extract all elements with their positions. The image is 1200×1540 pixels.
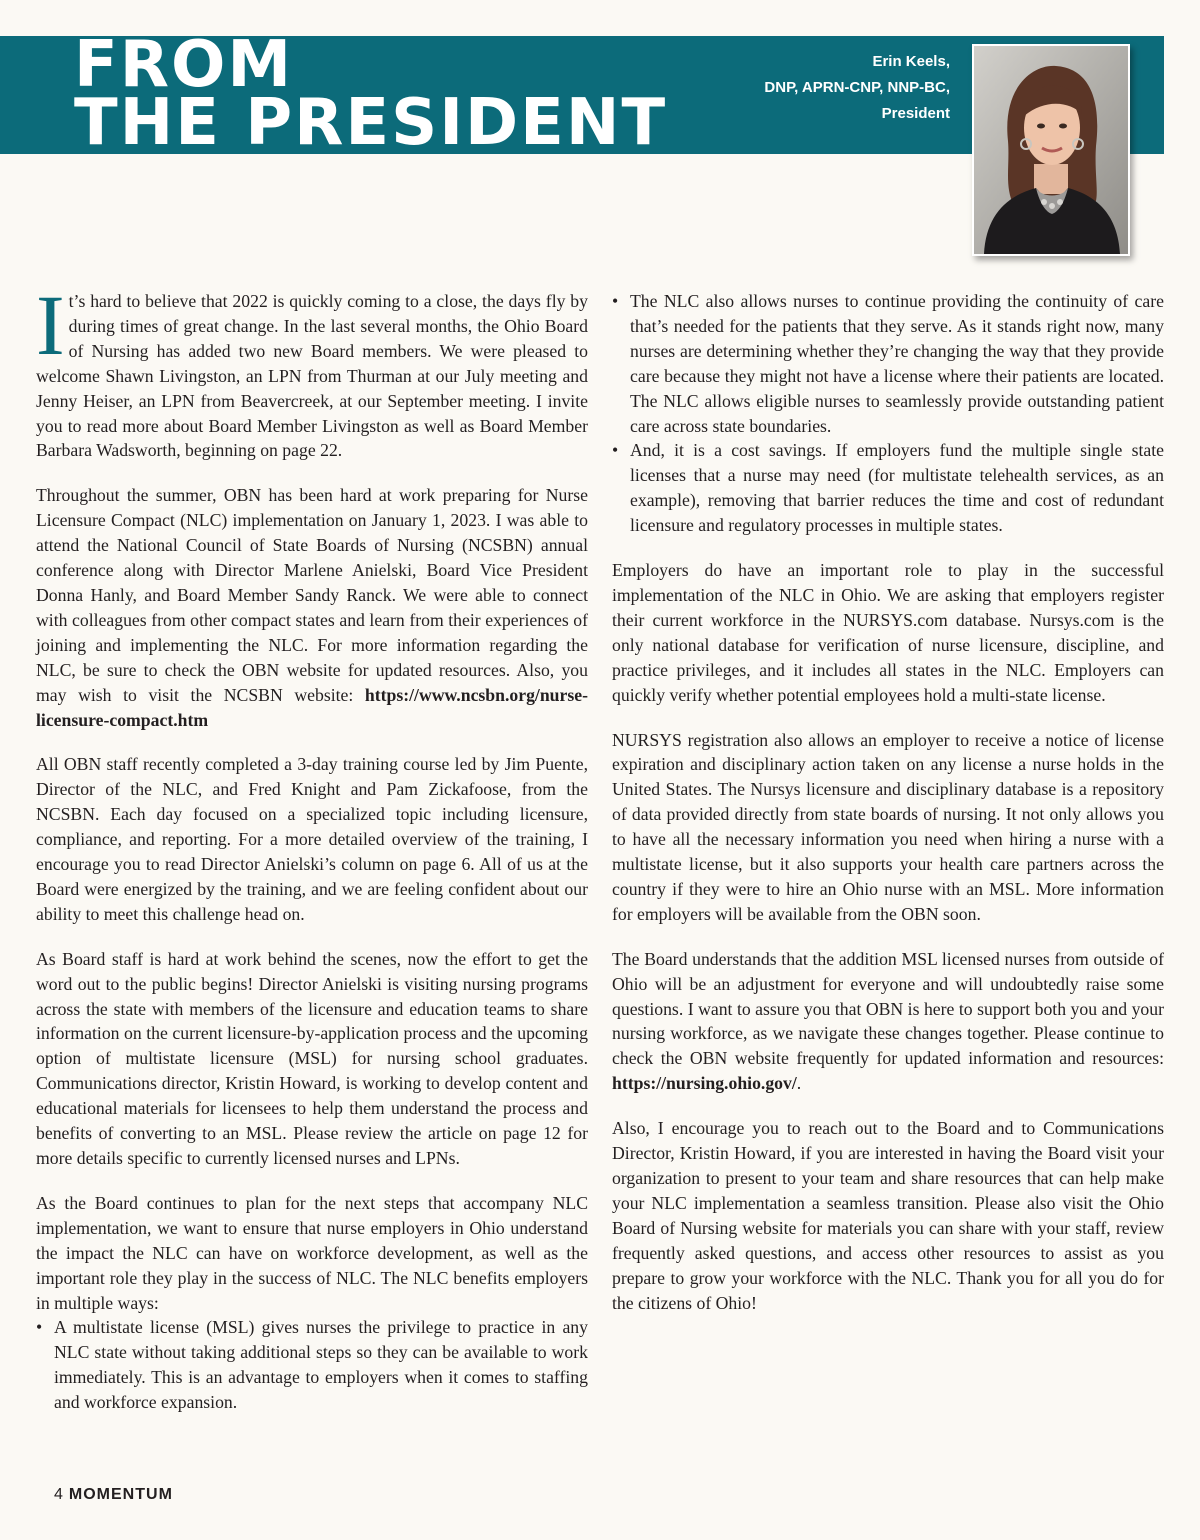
president-photo [972,44,1130,256]
ncsbn-link[interactable]: https://www.ncsbn.org/nurse-licensure-compact.htm [36,684,588,730]
support-paragraph [612,947,1164,1096]
obn-website-link[interactable]: https://nursing.ohio.gov/ [612,1073,797,1094]
intro-text: t’s hard to believe that 2022 is quickly coming to a close, the days fly by during times of great change. In the last several months, the Ohio Board of Nursing has added two new Board members. We were pleased to welcome Shawn Livingston, an LPN from Thurman at our July meeting and Jenny Heiser, an LPN from Beavercreek, at our September meeting. I invite you to read more about Board Member Livingston as well as Board Member Barbara Wadsworth, beginning on page 22. [36,291,588,461]
support-text: The Board understands that the addition MSL licensed nurses from outside of Ohio will be an adjustment for everyone and will undoubtedly raise some questions. I want to assure you that OBN is here to support both you and your nursing workforce, as we navigate these changes together. Please continue to check the OBN website frequently for updated information and resources: [612,948,1164,1069]
left-column [36,277,588,1435]
benefits-list-right [612,289,1164,538]
training-paragraph: All OBN staff recently completed a 3-day training course led by Jim Puente, Director of the NLC, and Fred Knight and Pam Zickafoose, from the NCSBN. Each day focused on a specialized topic including licensure, compliance, and reporting. For a more detailed overview of the training, I encourage you to read Director Anielski’s column on page 6. All of us at the Board were energized by the training, and we are feeling confident about our ability to meet this challenge head on. [36,754,588,924]
nlc-text: Throughout the summer, OBN has been hard at work preparing for Nurse Licensure Compact (NLC) implementation on January 1, 2023. I was able to attend the National Council of State Boards of Nursing (NCSBN) annual conference along with Director Marlene Anielski, Board Vice President Donna Hanly, and Board Member Sandy Ranck. We were able to connect with colleagues from other compact states and learn from their experiences of joining and implementing the NLC. For more information regarding the NLC, be sure to check the OBN website for updated resources. Also, you may wish to visit the NCSBN website: [36,485,588,705]
support-end: . [796,1073,802,1094]
intro-paragraph [36,277,588,463]
nlc-paragraph [36,483,588,732]
benefits-list-left [36,1315,588,1415]
president-byline [764,49,950,127]
list-item: • A multistate license (MSL) gives nurses the privilege to practice in any NLC state without taking additional steps so they can be available to work immediately. This is an advantage to employers when it comes to staffing and workforce expansion. [36,1315,588,1415]
title-line-1: FROM [74,28,294,102]
employer-role-paragraph: Employers do have an important role to play in the successful implementation of the NLC in Ohio. We are asking that employers register their current workforce in the NURSYS.com database. Nursys.com is the only national database for verification of nurse licensure, discipline, and practice privileges, and it includes all states in the NLC. Employers can quickly verify whether potential employees hold a multi-state license. [612,560,1164,705]
page-footer [54,1486,173,1504]
right-column [612,289,1164,1335]
employers-intro-paragraph: As the Board continues to plan for the next steps that accompany NLC implementation, we want to ensure that nurse employers in Ohio understand the impact the NLC can have on workforce development, as well as the important role they play in the success of NLC. The NLC benefits employers in multiple ways: [36,1192,588,1313]
page-title [74,28,668,160]
nursys-paragraph: NURSYS registration also allows an employer to receive a notice of license expiration and disciplinary action taken on any license a nurse holds in the United States. The Nursys licensure and disciplinary database is a repository of data provided directly from state boards of nursing. It not only allows you to have all the necessary information you need when hiring a nurse with a multistate license, but it also supports your health care partners across the country if they were to hire an Ohio nurse with an MSL. More information for employers will be available from the OBN soon. [612,729,1164,924]
title-line-2: THE PRESIDENT [74,86,668,160]
drop-cap: I [36,277,65,373]
list-item: • The NLC also allows nurses to continue providing the continuity of care that’s needed for the patients that they serve. As it stands right now, many nurses are determining whether they’re changing the way that they provide care because they might not have a license where their patients are located. The NLC allows eligible nurses to seamlessly provide outstanding patient care across state boundaries. [612,289,1164,438]
publication-name: MOMENTUM [68,1486,173,1503]
closing-paragraph: Also, I encourage you to reach out to the Board and to Communications Director, Kristin Howard, if you are interested in having the Board visit your organization to present to your team and share resources that can help make your NLC implementation a seamless transition. Please also visit the Ohio Board of Nursing website for materials you can share with your staff, review frequently asked questions, and access other resources to assist as you prepare to grow your workforce with the NLC. Thank you for all you do for the citizens of Ohio! [612,1118,1164,1313]
outreach-paragraph: As Board staff is hard at work behind the scenes, now the effort to get the word out to the public begins! Director Anielski is visiting nursing programs across the state with members of the licensure and education teams to share information on the current licensure-by-application process and the upcoming option of multistate licensure (MSL) for nursing school graduates. Communications director, Kristin Howard, is working to develop content and educational materials for licensees to help them understand the process and benefits of converting to an MSL. Please review the article on page 12 for more details specific to currently licensed nurses and LPNs. [36,948,588,1168]
list-item: • And, it is a cost savings. If employers fund the multiple single state licenses that a nurse may need (for multistate telehealth services, as an example), removing that barrier reduces the time and cost of redundant licensure and regulatory processes in multiple states. [612,438,1164,538]
page-number: 4 [54,1486,63,1503]
president-role: President [881,105,950,122]
president-name: Erin Keels, [872,53,950,70]
president-credentials: DNP, APRN-CNP, NNP-BC, [764,79,950,96]
